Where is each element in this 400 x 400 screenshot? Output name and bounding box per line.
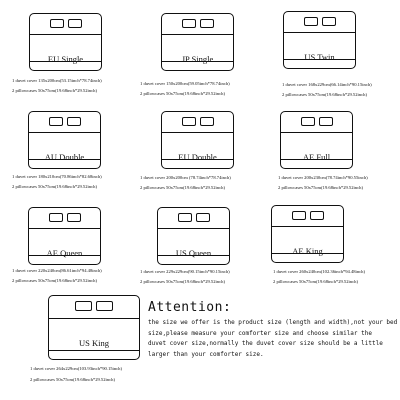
bed-icon [161, 13, 234, 71]
duvet-spec: 1 duvet cover 168x229cm(66.14inch*90.15inch) [282, 82, 372, 87]
pillow-icon [49, 117, 63, 126]
bed-icon [28, 207, 101, 265]
attention-title: Attention: [148, 300, 232, 315]
attention-line: the size we offer is the product size (length and width),not your bed [148, 319, 398, 326]
pillow-icon [200, 117, 214, 126]
pillowcase-spec: 2 pillowcases 50x75cm(19.68inch*29.52inch) [140, 185, 225, 190]
pillow-icon [292, 211, 306, 220]
pillow-icon [200, 19, 214, 28]
pillow-icon [96, 301, 113, 311]
pillow-icon [178, 213, 192, 222]
pillow-icon [49, 213, 63, 222]
duvet-spec: 1 duvet cover 200x230cm(78.74inch*90.55inch) [278, 175, 368, 180]
pillow-icon [319, 117, 333, 126]
duvet-spec: 1 duvet cover 229x229cm(90.15inch*90.15inch) [140, 269, 230, 274]
pillowcase-spec: 2 pillowcases 50x75cm(19.68inch*29.52inch) [12, 278, 97, 283]
bed-icon [28, 111, 101, 169]
pillow-icon [68, 19, 82, 28]
bed-icon [161, 111, 234, 169]
duvet-spec: 1 duvet cover 150x200cm(59.05inch*78.74inch) [140, 81, 230, 86]
pillowcase-spec: 2 pillowcases 50x75cm(19.68inch*29.52inch) [140, 91, 225, 96]
pillowcase-spec: 2 pillowcases 50x75cm(19.68inch*29.52inch) [282, 92, 367, 97]
bed-icon [283, 11, 356, 69]
product-name: AE Full [302, 152, 331, 162]
attention-note [148, 300, 398, 360]
product-name: AE Queen [46, 248, 83, 258]
bed-icon [48, 295, 140, 360]
product-name: EU Double [178, 152, 217, 162]
product-name: AU Double [44, 152, 85, 162]
product-name: US Queen [175, 248, 212, 258]
product-name: AE King [292, 246, 323, 256]
duvet-spec: 1 duvet cover 260x240cm(102.36inch*94.48inch) [273, 269, 365, 274]
product-name: US Twin [304, 52, 335, 62]
bed-icon [157, 207, 230, 265]
pillowcase-spec: 2 pillowcases 50x75cm(19.68inch*29.52inch) [12, 184, 97, 189]
product-name: EU Single [47, 54, 84, 64]
pillow-icon [304, 17, 318, 26]
pillow-icon [182, 117, 196, 126]
pillow-icon [322, 17, 336, 26]
pillow-icon [50, 19, 64, 28]
pillow-icon [301, 117, 315, 126]
pillow-icon [196, 213, 210, 222]
pillow-icon [75, 301, 92, 311]
pillowcase-spec: 2 pillowcases 50x75cm(19.68inch*29.52inch) [30, 377, 115, 382]
duvet-spec: 1 duvet cover 135x200cm(53.15inch*78.74inch) [12, 78, 102, 83]
bed-icon [29, 13, 102, 71]
attention-line: duvet cover size,normally the duvet cover size should be a little [148, 340, 383, 347]
bed-icon [271, 205, 344, 263]
pillow-icon [310, 211, 324, 220]
pillowcase-spec: 2 pillowcases 50x75cm(19.68inch*29.52inch) [12, 88, 97, 93]
duvet-spec: 1 duvet cover 200x200cm (78.74inch*78.74inch) [140, 175, 231, 180]
pillowcase-spec: 2 pillowcases 50x75cm(19.68inch*29.52inch) [278, 185, 363, 190]
product-name: JP Single [181, 54, 214, 64]
pillowcase-spec: 2 pillowcases 50x75cm(19.68inch*29.52inch) [140, 279, 225, 284]
duvet-spec: 1 duvet cover 264x229cm(103.93inch*90.15inch) [30, 366, 122, 371]
attention-line: size,please measure your comforter size and choose similar the [148, 329, 372, 337]
attention-line: larger than your comforter size. [148, 350, 264, 358]
bed-icon [280, 111, 353, 169]
product-name: US King [79, 338, 109, 348]
pillow-icon [67, 213, 81, 222]
pillowcase-spec: 2 pillowcases 50x75cm(19.68inch*29.52inch) [273, 279, 358, 284]
attention-body [148, 318, 398, 360]
pillow-icon [67, 117, 81, 126]
pillow-icon [182, 19, 196, 28]
duvet-spec: 1 duvet cover 180x210cm(70.86inch*82.68inch) [12, 174, 102, 179]
duvet-spec: 1 duvet cover 220x240cm(86.61inch*94.48inch) [12, 268, 102, 273]
